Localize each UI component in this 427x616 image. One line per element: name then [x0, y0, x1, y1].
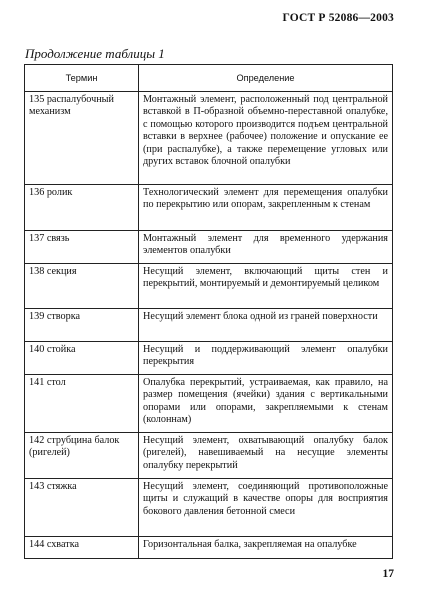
table-row	[25, 185, 393, 231]
table-row	[25, 231, 393, 264]
page-number: 17	[382, 568, 394, 580]
definition-cell: Монтажный элемент, расположенный под центральной вставкой в П-образной объемно-переставной опалубке, с помощью которого производится подъем центральной вставки в верхнее (рабочее) положение и опускание ее (при распалубке), а также перемещение угловых или других вставок блочной опалубки	[139, 92, 393, 185]
definition-cell: Опалубка перекрытий, устраиваемая, как правило, на размер помещения (ячейки) здания с вертикальными опорами или опорами, закрепляемыми к стенам (колоннам)	[139, 375, 393, 433]
definition-cell: Несущий и поддерживающий элемент опалубки перекрытия	[139, 342, 393, 375]
definition-cell: Монтажный элемент для временного удержания элементов опалубки	[139, 231, 393, 264]
table-row	[25, 264, 393, 309]
term-cell: 136 ролик	[25, 185, 139, 231]
definition-cell: Несущий элемент, соединяющий противоположные щиты и служащий в качестве опоры для восприятия бокового давления бетонной смеси	[139, 479, 393, 537]
column-header-definition: Определение	[139, 65, 393, 92]
term-cell: 141 стол	[25, 375, 139, 433]
table-row	[25, 433, 393, 479]
column-header-term: Термин	[25, 65, 139, 92]
definition-cell: Несущий элемент блока одной из граней поверхности	[139, 309, 393, 342]
standard-code: ГОСТ Р 52086—2003	[282, 12, 394, 24]
definition-cell: Технологический элемент для перемещения опалубки по перекрытию или опорам, закрепленным к стенам	[139, 185, 393, 231]
table-row	[25, 537, 393, 559]
table-row	[25, 92, 393, 185]
table-continuation-title: Продолжение таблицы 1	[25, 46, 165, 61]
table-row	[25, 342, 393, 375]
term-cell: 144 схватка	[25, 537, 139, 559]
terms-table	[24, 64, 393, 559]
definition-cell: Несущий элемент, охватывающий опалубку балок (ригелей), навешиваемый на несущие элементы опалубку перекрытий	[139, 433, 393, 479]
definition-cell: Несущий элемент, включающий щиты стен и перекрытий, монтируемый и демонтируемый целиком	[139, 264, 393, 309]
term-cell: 142 струбцина балок (ригелей)	[25, 433, 139, 479]
table-row	[25, 375, 393, 433]
term-cell: 135 распалубочный механизм	[25, 92, 139, 185]
table-row	[25, 309, 393, 342]
definition-cell: Горизонтальная балка, закрепляемая на опалубке	[139, 537, 393, 559]
term-cell: 138 секция	[25, 264, 139, 309]
term-cell: 140 стойка	[25, 342, 139, 375]
term-cell: 143 стяжка	[25, 479, 139, 537]
term-cell: 139 створка	[25, 309, 139, 342]
table-header-row	[25, 65, 393, 92]
term-cell: 137 связь	[25, 231, 139, 264]
table-row	[25, 479, 393, 537]
